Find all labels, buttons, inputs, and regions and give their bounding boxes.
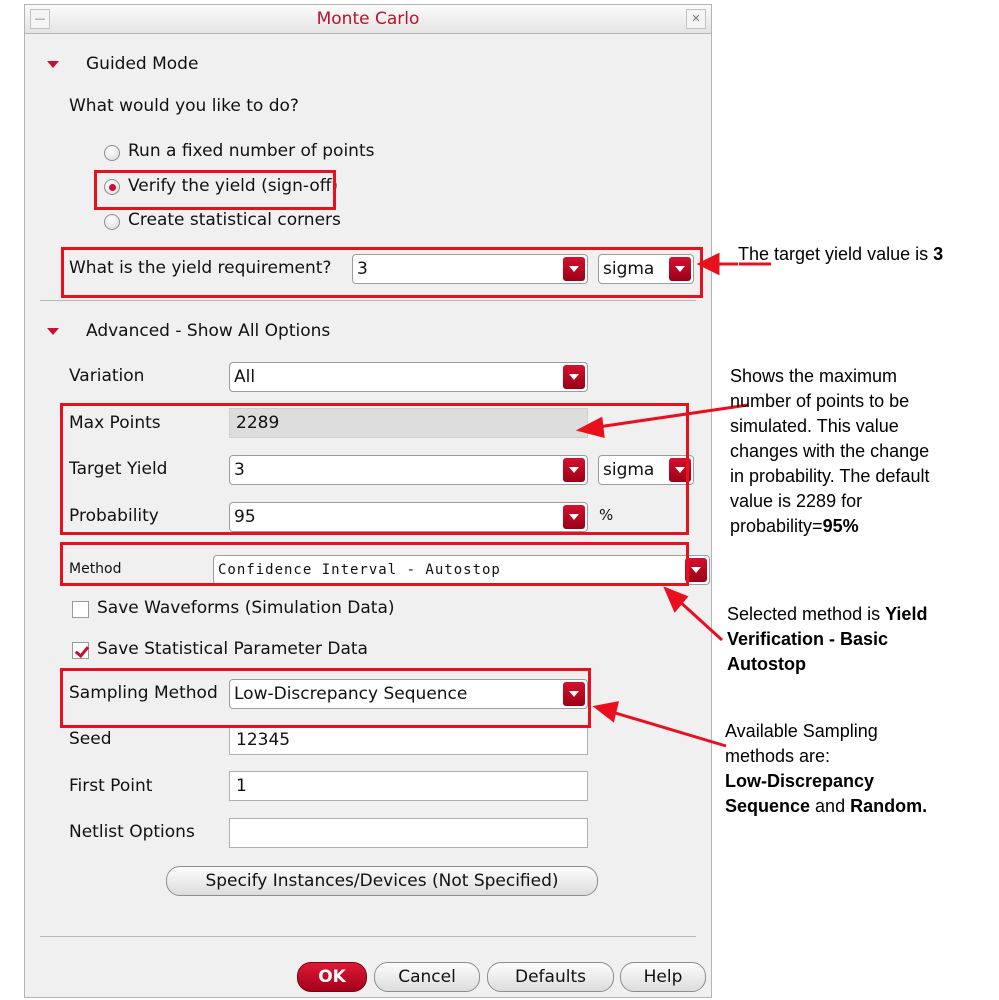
note-bold: Yield xyxy=(885,604,928,624)
probability-label: Probability xyxy=(69,506,159,526)
specify-instances-button[interactable]: Specify Instances/Devices (Not Specified) xyxy=(166,866,598,896)
method-label: Method xyxy=(69,561,122,577)
radio-label-statistical-corners[interactable]: Create statistical corners xyxy=(128,210,341,230)
seed-label: Seed xyxy=(69,729,112,749)
note-line: methods are: xyxy=(725,746,831,766)
probability-value: 95 xyxy=(234,507,256,527)
note-method xyxy=(727,602,927,677)
radio-label-verify-yield[interactable]: Verify the yield (sign-off) xyxy=(128,176,339,196)
arrow-maxpoints-head xyxy=(580,419,603,436)
seed-value: 12345 xyxy=(236,730,291,750)
arrow-yield-head xyxy=(700,255,718,273)
variation-label: Variation xyxy=(69,366,145,386)
first-point-value: 1 xyxy=(236,776,247,796)
note-bold: Random. xyxy=(850,796,928,816)
defaults-button[interactable]: Defaults xyxy=(487,962,614,992)
note-bold: Verification - Basic xyxy=(727,629,889,649)
arrow-maxpoints-line xyxy=(598,405,748,427)
note-line xyxy=(727,627,927,652)
note-line xyxy=(727,602,927,627)
note-line: value is 2289 for xyxy=(730,491,863,511)
note-bold: 95% xyxy=(822,516,859,536)
note-line xyxy=(725,769,927,794)
note-yield xyxy=(738,242,943,267)
advanced-header[interactable]: Advanced - Show All Options xyxy=(86,321,331,341)
note-text: Selected method is xyxy=(727,604,886,624)
arrow-sampling-line xyxy=(612,712,726,746)
yield-requirement-value: 3 xyxy=(357,259,368,279)
note-bold: Sequence xyxy=(725,796,811,816)
guided-mode-header[interactable]: Guided Mode xyxy=(86,54,199,74)
note-line xyxy=(730,514,929,539)
max-points-label: Max Points xyxy=(69,413,161,433)
note-line: Shows the maximum xyxy=(730,366,898,386)
arrow-sampling-head xyxy=(596,703,617,720)
note-line: in probability. The default xyxy=(730,466,930,486)
sampling-method-label: Sampling Method xyxy=(69,683,218,703)
note-line: changes with the change xyxy=(730,441,930,461)
probability-unit: % xyxy=(599,506,614,524)
target-yield-label: Target Yield xyxy=(69,459,168,479)
note-line xyxy=(727,652,927,677)
first-point-label: First Point xyxy=(69,776,153,796)
note-line: simulated. This value xyxy=(730,416,899,436)
radio-label-fixed-points[interactable]: Run a fixed number of points xyxy=(128,141,375,161)
target-yield-value: 3 xyxy=(234,460,245,480)
minimize-icon[interactable]: — xyxy=(30,9,50,29)
note-bold: Autostop xyxy=(727,654,806,674)
guided-question: What would you like to do? xyxy=(69,96,299,116)
note-line: Available Sampling xyxy=(725,721,878,741)
note-yield-text: The target yield value is xyxy=(738,244,934,264)
help-button[interactable]: Help xyxy=(620,962,706,992)
arrow-method-line xyxy=(678,600,722,640)
variation-value: All xyxy=(234,367,256,387)
close-icon[interactable]: ✕ xyxy=(686,9,706,29)
ok-button[interactable]: OK xyxy=(297,962,367,992)
save-waveforms-label[interactable]: Save Waveforms (Simulation Data) xyxy=(97,598,395,618)
note-yield-value: 3 xyxy=(933,244,944,264)
target-yield-unit-value: sigma xyxy=(603,460,655,480)
note-line: number of points to be xyxy=(730,391,910,411)
yield-requirement-label: What is the yield requirement? xyxy=(69,258,332,278)
window-title: Monte Carlo xyxy=(316,9,420,29)
note-sampling xyxy=(725,719,927,819)
netlist-options-label: Netlist Options xyxy=(69,822,195,842)
note-line xyxy=(725,794,927,819)
method-value: Confidence Interval - Autostop xyxy=(218,562,501,578)
cancel-button[interactable]: Cancel xyxy=(374,962,480,992)
arrow-method-head xyxy=(666,589,686,610)
max-points-value: 2289 xyxy=(236,413,280,433)
note-text: and xyxy=(810,796,851,816)
note-max-points xyxy=(730,364,929,539)
sampling-method-value: Low-Discrepancy Sequence xyxy=(234,684,468,704)
note-bold: Low-Discrepancy xyxy=(725,771,875,791)
yield-unit-value: sigma xyxy=(603,259,655,279)
save-statistical-label[interactable]: Save Statistical Parameter Data xyxy=(97,639,368,659)
note-text: probability= xyxy=(730,516,823,536)
